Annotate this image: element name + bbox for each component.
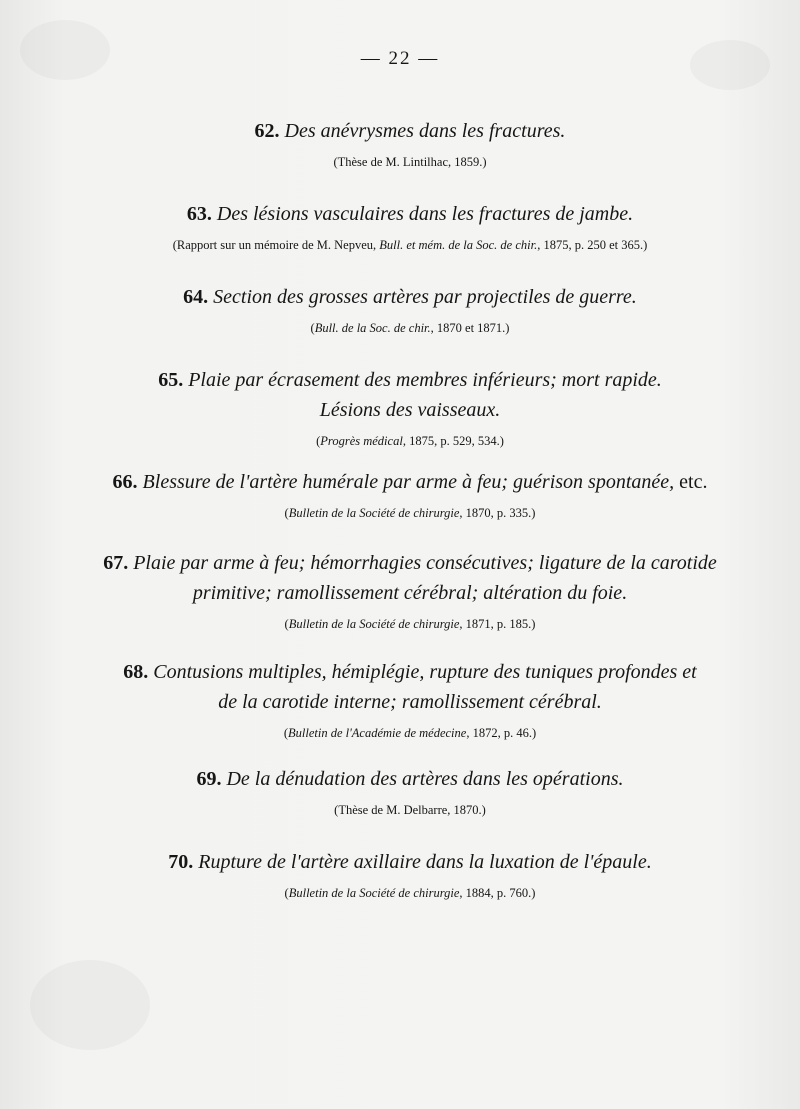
source-journal: Bulletin de la Société de chirurgie bbox=[288, 617, 460, 631]
entry-source bbox=[60, 318, 760, 338]
source-suffix: , 1875, p. 250 et 365.) bbox=[537, 238, 648, 252]
entry-title-text: Des anévrysmes dans les fractures. bbox=[284, 120, 566, 142]
entry-title-text: Plaie par arme à feu; hémorrhagies consécutives; ligature de la carotide bbox=[133, 552, 717, 574]
entry-source: (Thèse de M. Delbarre, 1870.) bbox=[334, 803, 486, 817]
entry-title bbox=[60, 116, 760, 146]
source-suffix: , 1884, p. 760.) bbox=[459, 886, 536, 900]
bibliography-entry bbox=[60, 657, 760, 743]
bibliography-entry bbox=[60, 116, 760, 172]
entry-title bbox=[60, 764, 760, 794]
entry-number: 63. bbox=[186, 203, 212, 225]
source-suffix: , 1875, p. 529, 534.) bbox=[402, 434, 504, 448]
entry-title bbox=[60, 657, 760, 687]
bibliography-entry bbox=[60, 282, 760, 338]
entry-title-line2: primitive; ramollissement cérébral; altération du foie. bbox=[192, 582, 628, 604]
entry-source bbox=[60, 614, 760, 634]
entry-source: (Thèse de M. Lintilhac, 1859.) bbox=[333, 155, 487, 169]
entry-title bbox=[60, 548, 760, 578]
entry-number: 70. bbox=[168, 851, 194, 873]
bibliography-entry bbox=[60, 548, 760, 634]
source-suffix: , 1870 et 1871.) bbox=[430, 321, 510, 335]
entry-number: 68. bbox=[123, 661, 149, 683]
source-prefix: ( bbox=[284, 886, 289, 900]
entry-source bbox=[60, 235, 760, 255]
source-journal: Progrès médical bbox=[320, 434, 403, 448]
bibliography-entry bbox=[60, 365, 760, 451]
paper-stain bbox=[30, 960, 150, 1050]
bibliography-entry bbox=[60, 764, 760, 820]
source-prefix: ( bbox=[284, 506, 289, 520]
entry-source bbox=[60, 723, 760, 743]
bibliography-entry bbox=[60, 847, 760, 903]
source-journal: Bull. et mém. de la Soc. de chir. bbox=[379, 238, 538, 252]
entry-number: 62. bbox=[254, 120, 280, 142]
entry-title-text: Section des grosses artères par projectiles de guerre. bbox=[213, 286, 637, 308]
entry-source bbox=[60, 503, 760, 523]
entry-title-text: De la dénudation des artères dans les opérations. bbox=[226, 768, 624, 790]
source-journal: Bull. de la Soc. de chir. bbox=[314, 321, 431, 335]
source-prefix: ( bbox=[310, 321, 315, 335]
entry-title-text: Blessure de l'artère humérale par arme à feu; guérison spontanée, bbox=[142, 471, 675, 493]
source-suffix: , 1870, p. 335.) bbox=[459, 506, 536, 520]
entry-number: 66. bbox=[112, 471, 138, 493]
source-prefix: ( bbox=[283, 726, 289, 740]
entry-title-text: Rupture de l'artère axillaire dans la luxation de l'épaule. bbox=[198, 851, 652, 873]
entry-title bbox=[60, 282, 760, 312]
entry-title bbox=[60, 365, 760, 395]
source-suffix: , 1872, p. 46.) bbox=[466, 726, 537, 740]
entry-source bbox=[60, 883, 760, 903]
entry-title-text: Des lésions vasculaires dans les fractures de jambe. bbox=[216, 203, 634, 225]
entry-title-text: Contusions multiples, hémiplégie, rupture des tuniques profondes et bbox=[153, 661, 697, 683]
entry-number: 65. bbox=[158, 369, 184, 391]
bibliography-entry bbox=[60, 199, 760, 255]
entry-title bbox=[60, 467, 760, 497]
entry-title-suffix: etc. bbox=[679, 471, 708, 493]
entry-title bbox=[60, 847, 760, 877]
source-prefix: ( bbox=[316, 434, 321, 448]
bibliography-entry bbox=[60, 467, 760, 523]
source-journal: Bulletin de l'Académie de médecine bbox=[288, 726, 467, 740]
entry-title-line2: Lésions des vaisseaux. bbox=[319, 399, 501, 421]
entry-title-line2: de la carotide interne; ramollissement cérébral. bbox=[218, 691, 602, 713]
entry-source bbox=[60, 431, 760, 451]
entry-title-text: Plaie par écrasement des membres inférieurs; mort rapide. bbox=[188, 369, 662, 391]
entry-number: 67. bbox=[103, 552, 129, 574]
page-number: — 22 — bbox=[360, 48, 440, 69]
entry-title bbox=[60, 199, 760, 229]
source-journal: Bulletin de la Société de chirurgie bbox=[288, 886, 460, 900]
source-prefix: (Rapport sur un mémoire de M. Nepveu, bbox=[172, 238, 380, 252]
source-suffix: , 1871, p. 185.) bbox=[459, 617, 536, 631]
source-journal: Bulletin de la Société de chirurgie bbox=[288, 506, 460, 520]
source-prefix: ( bbox=[284, 617, 289, 631]
entry-number: 64. bbox=[183, 286, 209, 308]
entry-number: 69. bbox=[196, 768, 222, 790]
